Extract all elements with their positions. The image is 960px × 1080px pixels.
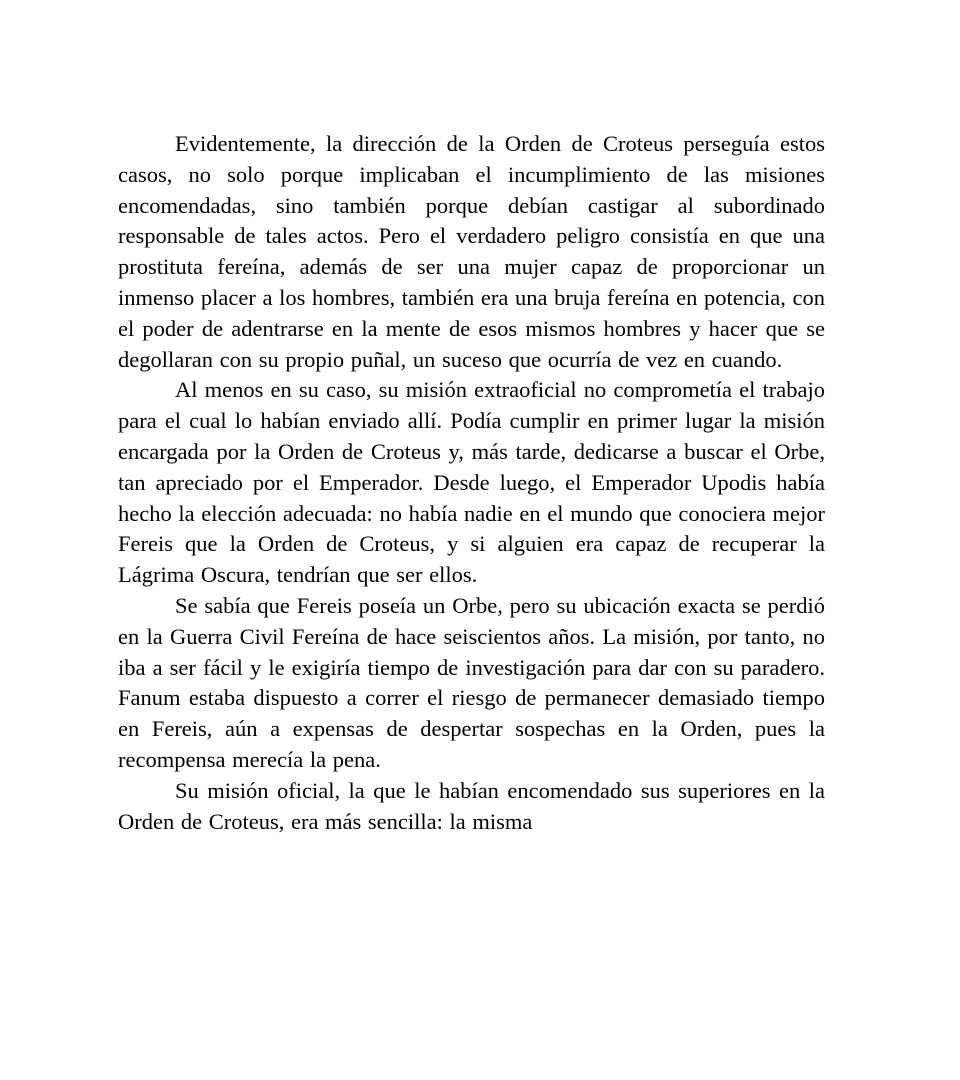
- paragraph-1: Evidentemente, la dirección de la Orden de Croteus perseguía estos casos, no solo porque implicaban el incumplimiento de las misiones encomendadas, sino también porque debían castigar al subordinado responsable de tales actos. Pero el verdadero peligro consistía en que una prostituta fereína, además de ser una mujer capaz de proporcionar un inmenso placer a los hombres, también era una bruja fereína en potencia, con el poder de adentrarse en la mente de esos mismos hombres y hacer que se degollaran con su propio puñal, un suceso que ocurría de vez en cuando.: [118, 131, 825, 372]
- paragraph-4: Su misión oficial, la que le habían encomendado sus superiores en la Orden de Croteus, era más sencilla: la misma: [118, 777, 825, 834]
- paragraph-2: Al menos en su caso, su misión extraoficial no comprometía el trabajo para el cual lo habían enviado allí. Podía cumplir en primer lugar la misión encargada por la Orden de Croteus y, más tarde, dedicarse a buscar el Orbe, tan apreciado por el Emperador. Desde luego, el Emperador Upodis había hecho la elección adecuada: no había nadie en el mundo que conociera mejor Fereis que la Orden de Croteus, y si alguien era capaz de recuperar la Lágrima Oscura, tendrían que ser ellos.: [118, 377, 825, 588]
- paragraph-3: Se sabía que Fereis poseía un Orbe, pero su ubicación exacta se perdió en la Guerra Civil Fereína de hace seiscientos años. La misión, por tanto, no iba a ser fácil y le exigiría tiempo de investigación para dar con su paradero. Fanum estaba dispuesto a correr el riesgo de permanecer demasiado tiempo en Fereis, aún a expensas de despertar sospechas en la Orden, pues la recompensa merecía la pena.: [118, 592, 825, 772]
